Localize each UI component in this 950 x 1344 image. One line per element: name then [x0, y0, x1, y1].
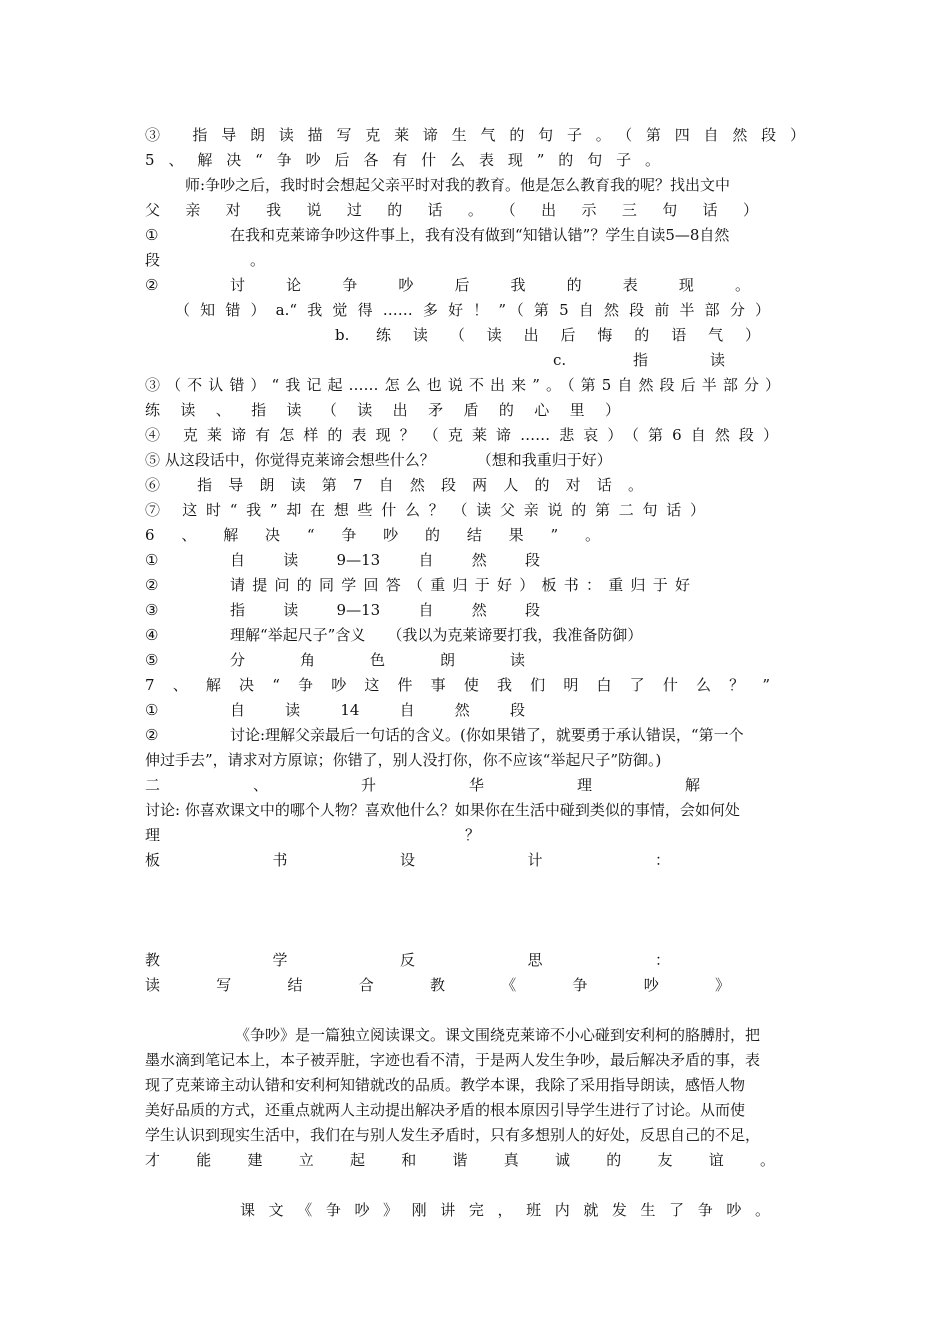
text-line: 《争吵》是一篇独立阅读课文。课文围绕克莱谛不小心碰到安利柯的胳膊肘，把 [235, 1026, 761, 1044]
text-span: 指读9—13自然段 [230, 601, 540, 619]
text-line: 师:争吵之后，我时时会想起父亲平时对我的教育。他是怎么教育我的呢？找出文中 [185, 176, 731, 194]
list-marker: ① [145, 701, 159, 719]
text-line: 才能建立起和谐真诚的友谊。 [145, 1151, 775, 1169]
section-heading: 教学反思： [145, 951, 670, 969]
text-line: 墨水滴到笔记本上，本子被弄脏，字迹也看不清，于是两人发生争吵，最后解决矛盾的事，表 [145, 1051, 761, 1069]
text-line [145, 624, 805, 646]
list-marker: ① [145, 226, 159, 244]
list-marker: ④ [145, 626, 159, 644]
text-line: 5、解决“争吵后各有什么表现”的句子。 [145, 151, 660, 169]
text-line [145, 649, 805, 671]
text-line: 讨论: 你喜欢课文中的哪个人物？喜欢他什么？如果你在生活中碰到类似的事情，会如何处 [145, 801, 740, 819]
text-line: 段 。 [145, 251, 266, 269]
text-span: 在我和克莱谛争吵这件事上，我有没有做到“知错认错”？学生自读5—8自然 [230, 226, 730, 244]
text-line: 父亲对我说过的话。（出示三句话） [145, 201, 758, 219]
section-heading: 板书设计： [145, 851, 670, 869]
text-line: c. 指读 [553, 351, 725, 369]
text-line: 伸过手去”，请求对方原谅；你错了，别人没打你，你不应该“举起尺子”防御。) [145, 751, 662, 769]
text-line: 学生认识到现实生活中，我们在与别人发生矛盾时，只有多想别人的好处，反思自己的不足， [145, 1126, 761, 1144]
text-line: 课文《争吵》刚讲完，班内就发生了争吵。 [240, 1201, 770, 1219]
text-line: ③ 指导朗读描写克莱谛生气的句子。（第四自然段） [145, 126, 805, 144]
text-line: 美好品质的方式，还重点就两人主动提出解决矛盾的根本原因引导学生进行了讨论。从而使 [145, 1101, 746, 1119]
article-title: 读写结合教《争吵》 [145, 976, 730, 994]
text-line: 6、解决“争吵的结果”。 [145, 526, 600, 544]
text-span: 讨论:理解父亲最后一句话的含义。(你如果错了，就要勇于承认错误，“第一个 [230, 726, 744, 744]
list-marker: ② [145, 576, 159, 594]
text-line [145, 274, 805, 296]
text-line [145, 699, 805, 721]
text-line [145, 449, 805, 471]
list-marker: ⑤ [145, 651, 159, 669]
text-span: 请提问的同学回答（重归于好）板书：重归于好 [230, 576, 690, 594]
text-span: （想和我重归于好） [476, 451, 612, 469]
section-heading: 二、升华理解 [145, 776, 700, 794]
text-span: ⑤ 从这段话中，你觉得克莱谛会想些什么？ [145, 451, 435, 469]
text-line: 7、解决“争吵这件事使我们明白了什么？” [145, 676, 770, 694]
list-marker: ② [145, 276, 159, 294]
text-line: ⑦ 这时“我”却在想些什么？（读父亲说的第二句话） [145, 501, 705, 519]
text-line [145, 224, 805, 246]
text-line [145, 549, 805, 571]
text-line [145, 599, 805, 621]
text-span: 分角色朗读 [230, 651, 525, 669]
text-line: b. 练读（读出后悔的语气） [335, 326, 760, 344]
text-span: 讨论争吵后我的表现。 [230, 276, 750, 294]
list-marker: ③ [145, 601, 159, 619]
text-line: ④ 克莱谛有怎样的表现？（克莱谛……悲哀）（第6自然段） [145, 426, 778, 444]
text-line [145, 574, 805, 596]
text-line: ③（不认错）“我记起……怎么也说不出来”。（第5自然段后半部分） [145, 376, 780, 394]
text-span: 理解“举起尺子”含义 [230, 626, 366, 644]
text-line: 现了克莱谛主动认错和安利柯知错就改的品质。教学本课，我除了采用指导朗读，感悟人物 [145, 1076, 746, 1094]
list-marker: ② [145, 726, 159, 744]
text-span: 自读14自然段 [230, 701, 525, 719]
text-line [145, 724, 805, 746]
text-line: （知错）a.“我觉得……多好！”（第5自然段前半部分） [175, 301, 770, 319]
text-span: （我以为克莱谛要打我，我准备防御） [387, 626, 643, 644]
text-span: 自读9—13自然段 [230, 551, 540, 569]
text-line: 理？ [145, 826, 480, 844]
text-line: 练读、指读（读出矛盾的心里） [145, 401, 620, 419]
text-line: ⑥ 指导朗读第7自然段两人的对话。 [145, 476, 643, 494]
list-marker: ① [145, 551, 159, 569]
